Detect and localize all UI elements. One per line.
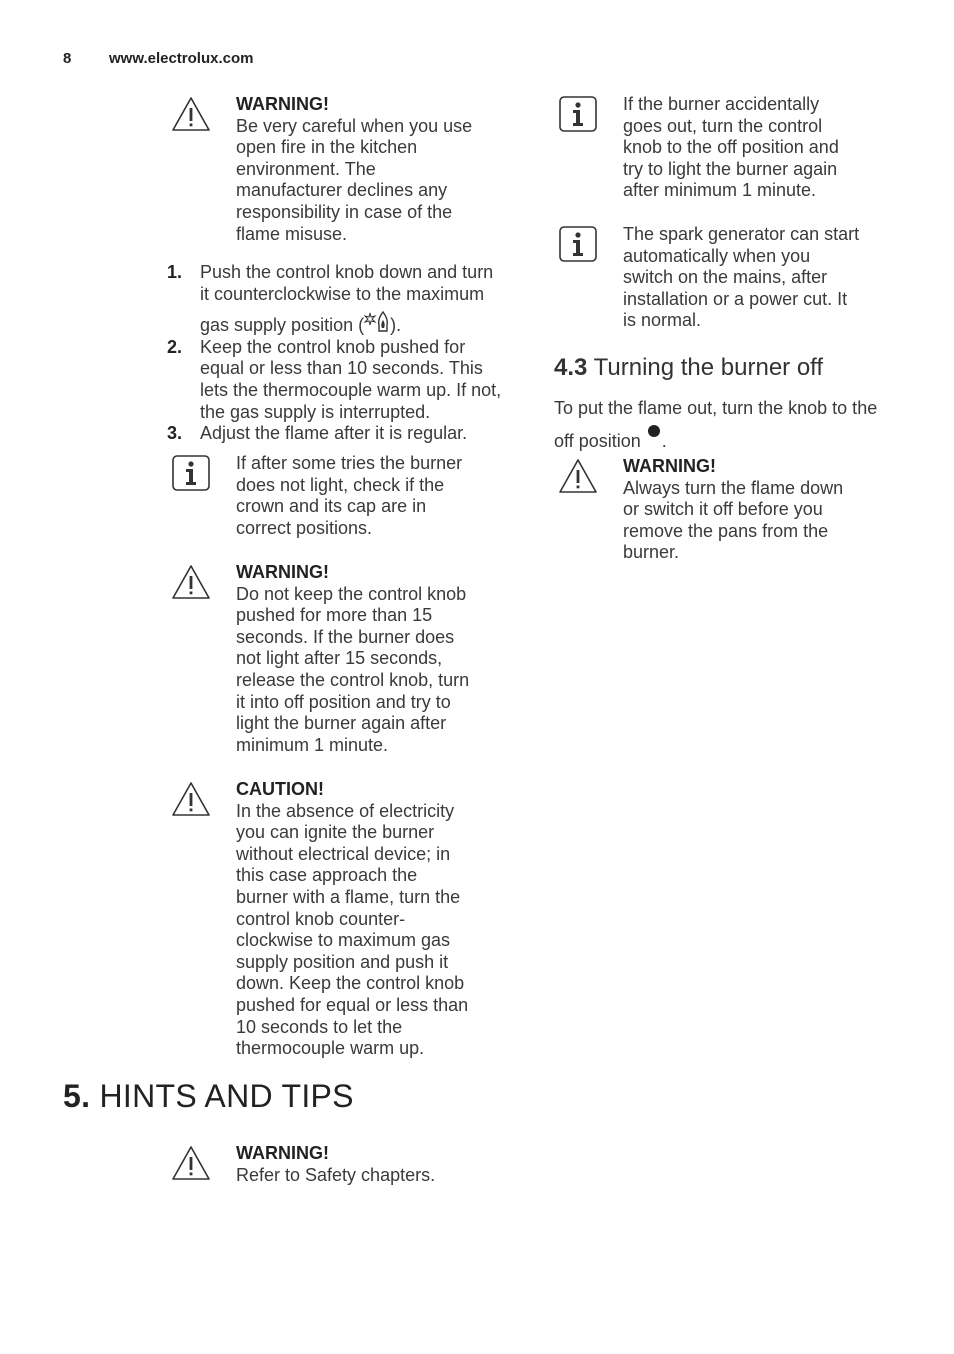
section-heading-turning-burner-off [554, 354, 823, 382]
note-line: this case approach the [236, 865, 418, 886]
step-line: equal or less than 10 seconds. This [200, 358, 483, 379]
note-line: 10 seconds to let the [236, 1016, 403, 1037]
step-2 [167, 337, 527, 423]
warning-label: WARNING! [236, 1143, 329, 1163]
note-line: it into off position and try to [236, 691, 451, 712]
note-line: after minimum 1 minute. [623, 180, 817, 201]
note-line: remove the pans from the [623, 520, 829, 541]
note-line: The spark generator can start [623, 224, 860, 244]
note-line: light the burner again after [236, 713, 447, 734]
warning-triangle-icon [171, 1143, 211, 1183]
note-line: seconds. If the burner does [236, 626, 455, 647]
note-line: Be very careful when you use [236, 115, 473, 136]
step-line: it counterclockwise to the maximum [200, 283, 485, 304]
page-number: 8 [63, 50, 72, 67]
note-line: is normal. [623, 310, 702, 331]
note-line: correct positions. [236, 517, 373, 538]
note-line: flame misuse. [236, 223, 348, 244]
warning-label: WARNING! [623, 456, 716, 476]
note-line: release the control knob, turn [236, 669, 470, 690]
note-line: does not light, check if the [236, 474, 445, 495]
note-line: manufacturer declines any [236, 180, 448, 201]
info-icon [558, 94, 598, 134]
step-line: gas supply position ( ). [200, 311, 527, 337]
note-line: environment. The [236, 158, 376, 179]
note-line: without electrical device; in [236, 843, 451, 864]
warning-triangle-icon [171, 94, 211, 134]
note-line: supply position and push it [236, 951, 449, 972]
off-position-dot-icon [646, 423, 662, 443]
warning-label: WARNING! [236, 562, 329, 582]
note-line: down. Keep the control knob [236, 973, 465, 994]
note-line: responsibility in case of the [236, 201, 453, 222]
paragraph-line: off position . [554, 423, 914, 456]
note-line: If after some tries the burner [236, 453, 463, 473]
section-heading-hints-and-tips [63, 1078, 354, 1115]
warning-triangle-icon [171, 562, 211, 602]
step-1 [167, 262, 527, 337]
note-line: goes out, turn the control [623, 115, 823, 136]
note-line: not light after 15 seconds, [236, 648, 443, 669]
step-line: Push the control knob down and turn [200, 262, 494, 282]
note-line: Always turn the flame down [623, 477, 844, 498]
note-line: pushed for equal or less than [236, 994, 469, 1015]
section-title: HINTS AND TIPS [99, 1078, 354, 1114]
paragraph-line: To put the flame out, turn the knob to the [554, 398, 878, 418]
note-line: installation or a power cut. It [623, 288, 848, 309]
note-line: If the burner accidentally [623, 94, 820, 114]
step-number: 2. [167, 336, 183, 357]
note-line: clockwise to maximum gas [236, 930, 451, 951]
step-number: 1. [167, 262, 183, 282]
header-url: www.electrolux.com [109, 50, 254, 67]
step-line: Keep the control knob pushed for [200, 336, 466, 357]
note-line: you can ignite the burner [236, 822, 435, 843]
step-line: Adjust the flame after it is regular. [200, 423, 468, 444]
note-line: thermocouple warm up. [236, 1038, 425, 1059]
warning-triangle-icon [171, 779, 211, 819]
section-title: Turning the burner off [593, 354, 824, 381]
warning-label: WARNING! [236, 94, 329, 114]
note-line: In the absence of electricity [236, 800, 455, 821]
note-line: switch on the mains, after [623, 267, 828, 288]
note-line: burner. [623, 542, 680, 563]
note-line: minimum 1 minute. [236, 734, 389, 755]
step-3 [167, 423, 527, 445]
info-icon [558, 224, 598, 264]
note-line: crown and its cap are in [236, 496, 427, 517]
step-line: the gas supply is interrupted. [200, 401, 431, 422]
step-number: 3. [167, 423, 183, 444]
note-line: control knob counter- [236, 908, 406, 929]
section-number: 5. [63, 1078, 91, 1114]
note-line: try to light the burner again [623, 158, 838, 179]
info-icon [171, 453, 211, 493]
page-header [63, 50, 254, 67]
note-line: burner with a flame, turn the [236, 886, 461, 907]
warning-triangle-icon [558, 456, 598, 496]
note-line: Do not keep the control knob [236, 583, 467, 604]
section-number: 4.3 [554, 354, 588, 381]
ignition-steps-list [167, 262, 527, 445]
turn-off-instruction [554, 393, 914, 456]
note-line: or switch it off before you [623, 499, 823, 520]
note-line: open fire in the kitchen [236, 137, 418, 158]
note-line: automatically when you [623, 245, 811, 266]
note-line: pushed for more than 15 [236, 605, 433, 626]
max-flame-spark-icon [364, 311, 390, 333]
step-line: lets the thermocouple warm up. If not, [200, 379, 502, 400]
caution-label: CAUTION! [236, 779, 324, 799]
note-line: Refer to Safety chapters. [236, 1164, 436, 1185]
note-line: knob to the off position and [623, 137, 839, 158]
